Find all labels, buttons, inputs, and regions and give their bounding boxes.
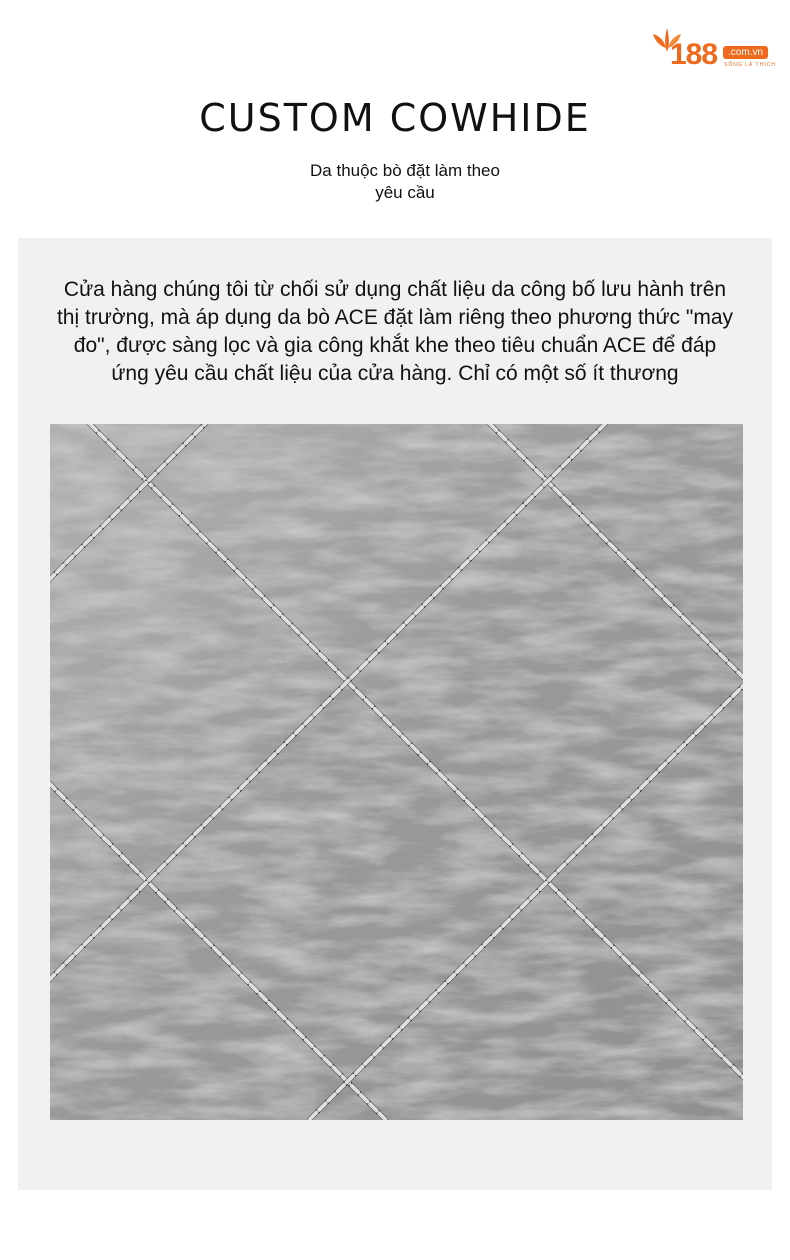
brand-domain: .com.vn: [723, 46, 768, 59]
description-line-4: ứng yêu cầu chất liệu của cửa hàng. Chỉ có một số ít thương: [111, 362, 679, 385]
page-subtitle: [285, 160, 525, 204]
brand-number: 188: [670, 38, 718, 71]
brand-logo: [652, 22, 782, 72]
description-text: [0, 276, 790, 388]
page-title: CUSTOM COWHIDE: [199, 96, 591, 140]
subtitle-line-2: yêu cầu: [375, 183, 435, 202]
description-line-1: Cửa hàng chúng tôi từ chối sử dụng chất liệu da công bố lưu hành trên: [63, 278, 727, 301]
description-line-3: đo", được sàng lọc và gia công khắt khe theo tiêu chuẩn ACE để đáp: [73, 334, 717, 357]
quilted-leather-image: [50, 424, 743, 1120]
subtitle-line-1: Da thuộc bò đặt làm theo: [310, 161, 500, 180]
leather-texture-image: [50, 424, 743, 1120]
brand-tagline: SỐNG LÀ THÍCH: [724, 62, 776, 68]
leather-grain: [50, 424, 743, 1120]
description-line-2: thị trường, mà áp dụng da bò ACE đặt làm riêng theo phương thức "may: [56, 306, 734, 329]
